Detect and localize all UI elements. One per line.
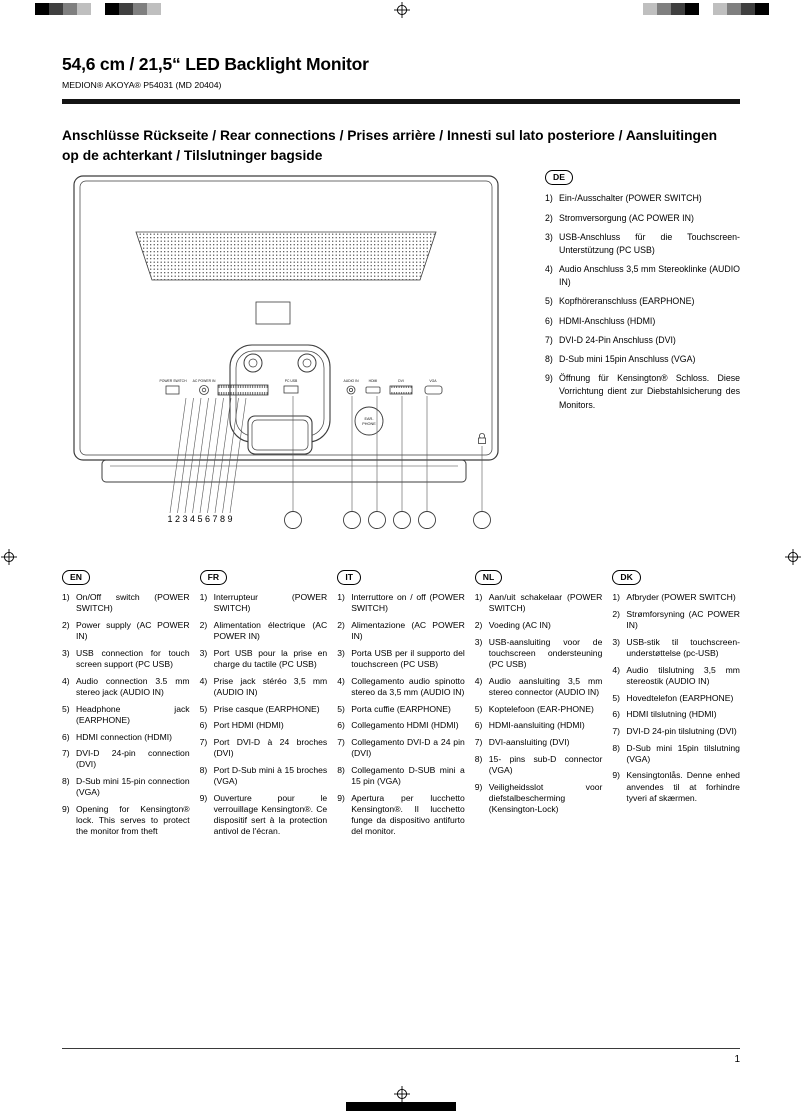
product-subtitle: MEDION® AKOYA® P54031 (MD 20404) xyxy=(62,80,222,90)
list-item xyxy=(337,592,465,614)
item-number: 4) xyxy=(474,675,483,686)
calibration-swatch xyxy=(91,3,105,15)
usb-port xyxy=(284,386,298,393)
list-item xyxy=(545,295,740,308)
calibration-bar-right xyxy=(629,3,769,15)
item-text: Prise casque (EARPHONE) xyxy=(213,703,320,714)
list-item xyxy=(475,754,603,776)
list-item xyxy=(475,704,603,715)
list-item xyxy=(337,704,465,715)
svg-text:DVI: DVI xyxy=(398,379,404,383)
registration-mark-left xyxy=(1,549,17,565)
en-items xyxy=(62,592,190,837)
list-item xyxy=(200,620,328,642)
item-text: Opening for Kensington® lock. This serves to protect the monitor from theft xyxy=(76,803,190,837)
list-item xyxy=(475,720,603,731)
item-text: Alimentation électrique (AC POWER IN) xyxy=(213,620,328,642)
item-number: 8) xyxy=(62,776,70,787)
list-item xyxy=(612,637,740,659)
svg-text:PC USB: PC USB xyxy=(284,379,298,383)
item-text: Collegamento audio spinotto stereo da 3,5 mm (AUDIO IN) xyxy=(351,675,465,698)
label-plate xyxy=(256,302,290,324)
print-black-bar xyxy=(346,1102,456,1111)
language-column-nl xyxy=(475,570,603,843)
item-text: D-Sub mini 15pin Anschluss (VGA) xyxy=(559,354,696,364)
item-number: 1) xyxy=(545,193,553,204)
list-item xyxy=(545,212,740,225)
item-text: DVI-D 24-Pin Anschluss (DVI) xyxy=(559,334,676,345)
list-item xyxy=(612,709,740,720)
svg-text:4: 4 xyxy=(189,514,196,524)
monitor-rear-diagram xyxy=(62,170,540,542)
de-items xyxy=(545,192,740,411)
item-text: Audio Anschluss 3,5 mm Stereoklinke (AUDIO IN) xyxy=(559,264,740,288)
item-number: 7) xyxy=(474,737,483,748)
registration-mark-top xyxy=(394,2,410,18)
item-text: HDMI connection (HDMI) xyxy=(76,731,172,742)
list-item xyxy=(545,315,740,328)
calibration-swatch xyxy=(727,3,741,15)
calibration-bar-left xyxy=(35,3,175,15)
stand-mount xyxy=(230,345,330,454)
item-text: Kensingtonlås. Denne enhed anvendes til at forhindre tyveri af skærmen. xyxy=(626,770,740,803)
item-number: 5) xyxy=(199,703,208,714)
item-text: Port D-Sub mini à 15 broches (VGA) xyxy=(213,764,328,787)
vga-port xyxy=(425,386,442,394)
item-text: Collegamento HDMI (HDMI) xyxy=(351,720,459,731)
list-item xyxy=(545,372,740,412)
item-number: 3) xyxy=(545,231,553,242)
svg-text:6: 6 xyxy=(204,514,211,524)
list-item xyxy=(612,770,740,804)
list-item xyxy=(612,693,740,704)
language-column-dk xyxy=(612,570,740,843)
item-text: HDMI-Anschluss (HDMI) xyxy=(559,315,656,326)
svg-text:HDMI: HDMI xyxy=(368,379,378,383)
calibration-swatch xyxy=(105,3,119,15)
calibration-swatch xyxy=(35,3,49,15)
list-item xyxy=(545,334,740,347)
item-number: 7) xyxy=(62,748,70,759)
svg-text:POWER SWITCH: POWER SWITCH xyxy=(159,379,187,383)
svg-text:9: 9 xyxy=(227,514,233,524)
item-text: Headphone jack (EARPHONE) xyxy=(76,703,190,725)
item-text: Collegamento DVI-D a 24 pin (DVI) xyxy=(351,737,465,759)
list-item xyxy=(62,804,190,838)
item-number: 1) xyxy=(337,592,345,603)
header xyxy=(62,54,740,104)
calibration-swatch xyxy=(713,3,727,15)
hdmi-port xyxy=(366,387,380,393)
list-item xyxy=(475,676,603,698)
item-text: On/Off switch (POWER SWITCH) xyxy=(76,592,190,614)
page-number: 1 xyxy=(734,1054,740,1065)
item-number: 5) xyxy=(545,296,553,307)
item-number: 8) xyxy=(612,742,621,753)
dvi-port xyxy=(390,386,412,394)
item-number: 6) xyxy=(199,720,208,731)
list-item xyxy=(200,648,328,670)
svg-text:VGA: VGA xyxy=(429,379,437,383)
item-text: Ein-/Ausschalter (POWER SWITCH) xyxy=(559,193,702,204)
list-item xyxy=(337,737,465,759)
language-column-en xyxy=(62,570,190,843)
nl-items xyxy=(475,592,603,815)
item-number: 6) xyxy=(612,709,621,720)
callout-numbers xyxy=(167,514,232,524)
item-text: Voeding (AC IN) xyxy=(488,620,551,631)
item-number: 8) xyxy=(199,764,208,775)
item-text: Port HDMI (HDMI) xyxy=(213,720,284,731)
language-column-de xyxy=(545,170,740,542)
item-number: 3) xyxy=(474,636,483,647)
calibration-swatch xyxy=(699,3,713,15)
language-badge-en: EN xyxy=(62,570,90,585)
list-item xyxy=(62,676,190,698)
item-text: Apertura per lucchetto Kensington®. Il lucchetto funge da dispositivo antifurto del monitor. xyxy=(351,792,465,837)
it-items xyxy=(337,592,465,837)
svg-text:8: 8 xyxy=(219,514,226,524)
callout-circles xyxy=(285,512,491,529)
item-number: 3) xyxy=(199,648,208,658)
item-text: USB-stik til touchscreen-understøttelse (pc-USB) xyxy=(626,636,740,658)
fr-items xyxy=(200,592,328,837)
calibration-swatch xyxy=(629,3,643,15)
calibration-swatch xyxy=(161,3,175,15)
list-item xyxy=(200,676,328,698)
item-number: 9) xyxy=(337,792,345,803)
list-item xyxy=(62,732,190,743)
list-item xyxy=(545,231,740,257)
item-number: 6) xyxy=(337,720,345,731)
section-heading: Anschlüsse Rückseite / Rear connections / Prises arrière / Innesti sul lato posteriore / Aansluitingen op de achterkant / Tilslutninger bagside xyxy=(62,128,718,163)
item-text: Stromversorgung (AC POWER IN) xyxy=(559,212,694,223)
calibration-swatch xyxy=(643,3,657,15)
svg-text:2: 2 xyxy=(174,514,181,524)
language-badge-de: DE xyxy=(545,170,573,185)
list-item xyxy=(200,720,328,731)
svg-text:PHONE: PHONE xyxy=(362,422,376,426)
item-text: D-Sub mini 15-pin connection (VGA) xyxy=(76,776,190,798)
item-number: 4) xyxy=(199,675,208,686)
item-text: Power supply (AC POWER IN) xyxy=(76,620,190,642)
svg-text:EAR-: EAR- xyxy=(364,417,374,421)
item-text: USB connection for touch screen support (PC USB) xyxy=(76,648,190,670)
calibration-swatch xyxy=(755,3,769,15)
item-text: USB-Anschluss für die Touchscreen-Unterstützung (PC USB) xyxy=(559,231,740,255)
item-number: 3) xyxy=(612,636,621,647)
item-number: 8) xyxy=(337,764,345,775)
list-item xyxy=(475,620,603,631)
item-number: 1) xyxy=(474,592,483,603)
item-number: 9) xyxy=(199,792,208,803)
item-text: Porta USB per il supporto del touchscreen (PC USB) xyxy=(351,648,465,670)
item-number: 1) xyxy=(62,592,70,603)
svg-text:1: 1 xyxy=(167,514,173,524)
item-text: Audio connection 3.5 mm stereo jack (AUDIO IN) xyxy=(76,675,190,698)
item-number: 1) xyxy=(612,592,621,603)
item-number: 2) xyxy=(474,620,483,631)
power-switch-port xyxy=(166,386,179,394)
item-text: D-Sub mini 15pin tilslutning (VGA) xyxy=(626,742,740,764)
item-number: 7) xyxy=(337,737,345,748)
language-badge-it: IT xyxy=(337,570,361,585)
list-item xyxy=(62,592,190,614)
divider-thick xyxy=(62,99,740,104)
list-item xyxy=(475,737,603,748)
list-item xyxy=(200,704,328,715)
language-columns xyxy=(62,570,740,843)
item-text: Audio aansluiting 3,5 mm stereo connector (AUDIO IN) xyxy=(488,675,603,698)
item-text: USB-aansluiting voor de touchscreen ondersteuning (PC USB) xyxy=(488,636,603,670)
item-number: 8) xyxy=(474,753,483,764)
item-text: DVI-D 24-pin tilslutning (DVI) xyxy=(626,725,737,736)
list-item xyxy=(612,726,740,737)
item-number: 1) xyxy=(199,592,208,603)
svg-text:5: 5 xyxy=(197,514,203,524)
item-number: 6) xyxy=(62,731,70,742)
calibration-swatch xyxy=(49,3,63,15)
calibration-swatch xyxy=(77,3,91,15)
list-item xyxy=(200,793,328,838)
item-number: 9) xyxy=(612,770,621,781)
item-text: Afbryder (POWER SWITCH) xyxy=(626,592,736,603)
list-item xyxy=(62,620,190,642)
item-text: Port USB pour la prise en charge du tactile (PC USB) xyxy=(213,648,328,670)
item-number: 9) xyxy=(474,781,483,792)
monitor-base xyxy=(102,460,466,482)
item-text: Alimentazione (AC POWER IN) xyxy=(351,620,465,642)
item-text: Port DVI-D à 24 broches (DVI) xyxy=(213,737,328,759)
list-item xyxy=(337,765,465,787)
item-number: 4) xyxy=(545,264,553,275)
registration-mark-right xyxy=(785,549,801,565)
list-item xyxy=(200,592,328,614)
item-number: 5) xyxy=(612,692,621,703)
item-number: 2) xyxy=(545,212,553,223)
calibration-swatch xyxy=(119,3,133,15)
list-item xyxy=(475,782,603,816)
item-text: Prise jack stéréo 3,5 mm (AUDIO IN) xyxy=(213,675,328,698)
item-text: DVI-aansluiting (DVI) xyxy=(488,737,570,748)
item-number: 5) xyxy=(337,703,345,714)
item-number: 3) xyxy=(62,648,70,658)
svg-text:7: 7 xyxy=(212,514,218,524)
item-number: 2) xyxy=(612,608,621,619)
item-text: HDMI tilslutning (HDMI) xyxy=(626,709,717,720)
item-number: 4) xyxy=(62,675,70,686)
list-item xyxy=(475,592,603,614)
item-text: Hovedtelefon (EARPHONE) xyxy=(626,692,734,703)
item-number: 7) xyxy=(545,334,553,345)
list-item xyxy=(612,665,740,687)
item-text: 15- pins sub-D connector (VGA) xyxy=(488,753,603,775)
calibration-swatch xyxy=(671,3,685,15)
item-number: 7) xyxy=(612,725,621,736)
item-number: 2) xyxy=(62,620,70,631)
list-item xyxy=(337,620,465,642)
language-column-fr xyxy=(200,570,328,843)
list-item xyxy=(612,609,740,631)
item-text: Strømforsyning (AC POWER IN) xyxy=(626,608,740,631)
list-item xyxy=(200,765,328,787)
item-number: 4) xyxy=(612,664,621,675)
divider-thin xyxy=(62,1048,740,1049)
item-text: Interrupteur (POWER SWITCH) xyxy=(213,592,328,614)
list-item xyxy=(62,748,190,770)
item-number: 5) xyxy=(474,703,483,714)
item-text: Aan/uit schakelaar (POWER SWITCH) xyxy=(488,592,603,614)
item-text: Ouverture pour le verrouillage Kensington®. Ce dispositif sert à la protection antivol de l'écran. xyxy=(213,792,328,837)
item-text: Interruttore on / off (POWER SWITCH) xyxy=(351,592,465,614)
item-number: 5) xyxy=(62,703,70,714)
calibration-swatch xyxy=(685,3,699,15)
svg-text:AC POWER IN: AC POWER IN xyxy=(192,379,216,383)
item-text: Porta cuffie (EARPHONE) xyxy=(351,703,451,714)
language-column-it xyxy=(337,570,465,843)
registration-mark-bottom xyxy=(394,1086,410,1102)
item-text: Kopfhöreranschluss (EARPHONE) xyxy=(559,296,695,307)
language-badge-fr: FR xyxy=(200,570,227,585)
diagram-row xyxy=(62,170,740,542)
item-text: DVI-D 24-pin connection (DVI) xyxy=(76,748,190,770)
list-item xyxy=(475,637,603,671)
item-text: Collegamento D-SUB mini a 15 pin (VGA) xyxy=(351,764,465,787)
item-number: 7) xyxy=(199,737,208,748)
svg-text:AUDIO IN: AUDIO IN xyxy=(343,379,359,383)
list-item xyxy=(337,648,465,670)
item-text: Veiligheidsslot voor diefstalbescherming (Kensington-Lock) xyxy=(488,781,603,814)
earphone-port xyxy=(355,407,383,435)
item-number: 9) xyxy=(545,373,553,384)
list-item xyxy=(62,704,190,726)
item-number: 8) xyxy=(545,354,553,364)
list-item xyxy=(337,720,465,731)
item-number: 3) xyxy=(337,648,345,658)
item-text: Koptelefoon (EAR-PHONE) xyxy=(488,703,594,714)
language-badge-dk: DK xyxy=(612,570,640,585)
list-item xyxy=(62,776,190,798)
item-number: 6) xyxy=(545,315,553,326)
calibration-swatch xyxy=(147,3,161,15)
svg-text:3: 3 xyxy=(182,514,188,524)
list-item xyxy=(337,676,465,698)
dk-items xyxy=(612,592,740,804)
item-number: 9) xyxy=(62,803,70,814)
list-item xyxy=(612,743,740,765)
item-text: Öffnung für Kensington® Schloss. Diese Vorrichtung dient zur Diebstahlsicherung des Monitors. xyxy=(559,373,740,410)
list-item xyxy=(545,263,740,289)
vent-grille xyxy=(136,232,436,280)
list-item xyxy=(545,192,740,205)
item-number: 4) xyxy=(337,675,345,686)
item-text: HDMI-aansluiting (HDMI) xyxy=(488,720,585,731)
page-title: 54,6 cm / 21,5“ LED Backlight Monitor xyxy=(62,54,369,74)
list-item xyxy=(545,353,740,366)
calibration-swatch xyxy=(133,3,147,15)
item-number: 2) xyxy=(199,620,208,631)
calibration-swatch xyxy=(741,3,755,15)
list-item xyxy=(200,737,328,759)
language-badge-nl: NL xyxy=(475,570,502,585)
item-number: 6) xyxy=(474,720,483,731)
list-item xyxy=(612,592,740,603)
calibration-swatch xyxy=(657,3,671,15)
item-text: Audio tilslutning 3,5 mm stereostik (AUDIO IN) xyxy=(626,664,740,686)
list-item xyxy=(337,793,465,838)
item-number: 2) xyxy=(337,620,345,631)
calibration-swatch xyxy=(63,3,77,15)
list-item xyxy=(62,648,190,670)
